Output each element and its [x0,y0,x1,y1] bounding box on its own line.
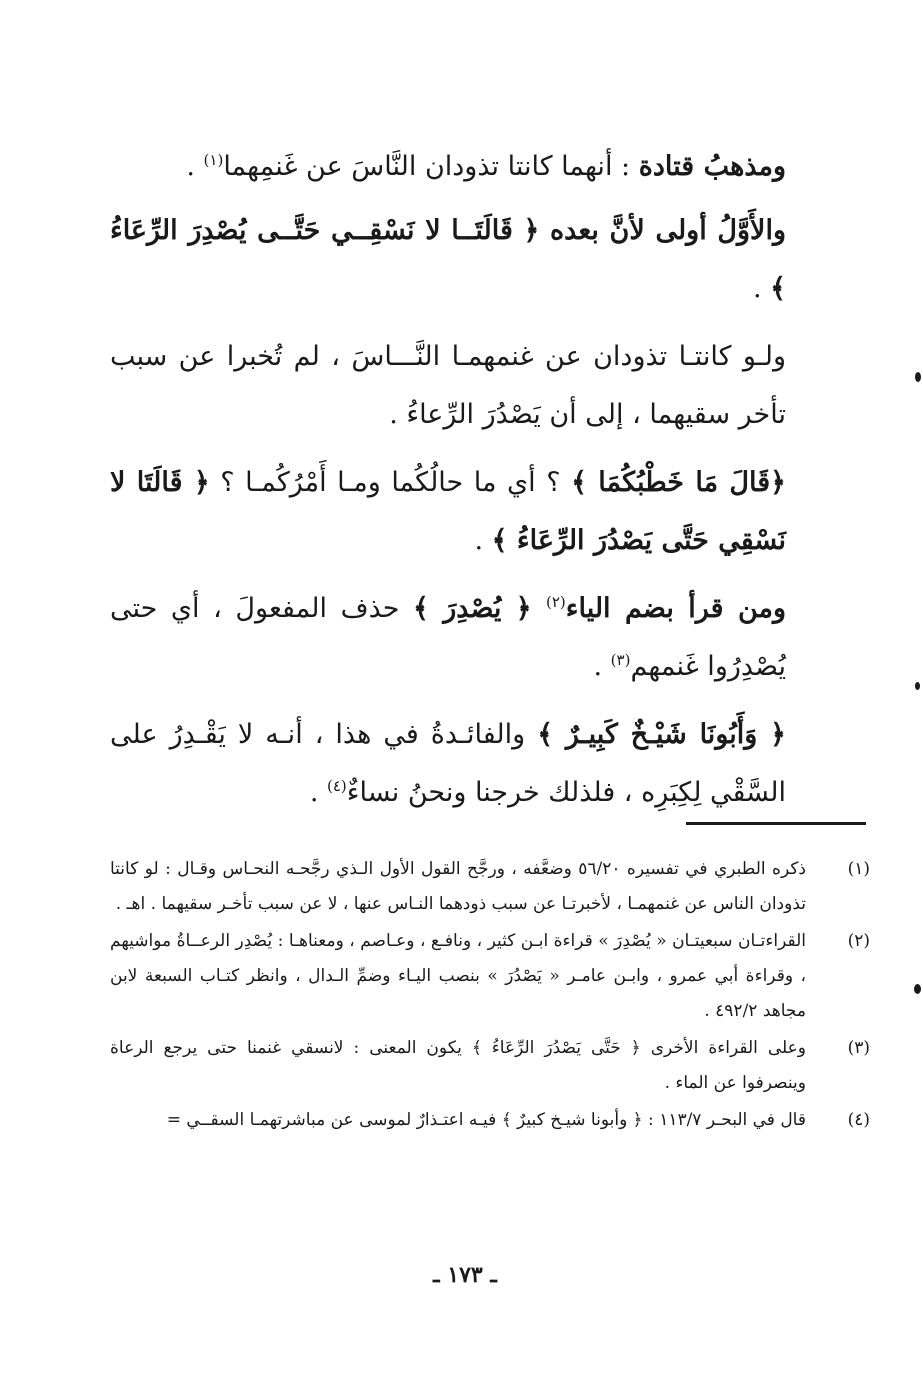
footnote-number: (٣) [847,1038,870,1058]
paragraph-tail: . [186,151,204,182]
main-text [110,138,786,832]
scan-edge-mark [914,984,921,994]
footnote-item [110,1103,870,1138]
scan-edge-mark [915,372,921,382]
page-number: ـ ١٧٣ ـ [433,1262,497,1288]
quran-quote: ﴿قَالَ مَا خَطْبُكُمَا ﴾ [571,467,786,498]
paragraph-text: حذف المفعولَ ، أي حتى يُصْدِرُوا غَنمهم [110,593,786,682]
footnote-text: وعلى القراءة الأخرى ﴿ حَتَّى يَصْدُرَ الرِّعَاءُ ﴾ يكون المعنى : لانسقي غنمنا حتى يرجع الرعاة وينصرفوا عن الماء . [110,1038,806,1093]
footnote-text: ذكره الطبري في تفسيره ٥٦/٢٠ وضعَّفه ، ورجَّح القول الأول الـذي رجَّحـه النحـاس وقـال : لو كانتا تذودان الناس عن غنمهمـا ، لأخبرتـا عن سبب ذودهما النـاس عنها ، لا عن سبب تأخـر سقيهما . اهـ . [110,859,806,914]
footnote-text: القراءتـان سبعيتـان « يُصْدِرَ » قراءة ابـن كثير ، ونافـع ، وعـاصم ، ومعناهـا : يُصْدِر الرعــاةُ مواشيهم ، وقراءة أبي عمرو ، وابـن عامـر « يَصْدُرَ » بنصب اليـاء وضمِّ الـدال ، وانظر كتـاب السبعة لابن مجاهد ٤٩٢/٢ . [110,931,806,1021]
scan-edge-mark [915,682,920,690]
paragraph-first-preferred [110,202,786,318]
paragraph-qala [110,454,786,570]
bold-lead: والأَوَّلُ أولى لأنَّ بعده ﴿ قَالَتَــا لا نَسْقِــي حَتَّــى يُصْدِرَ الرِّعَاءُ ﴾ [110,215,786,304]
paragraph-text: والفائـدةُ في هذا ، أنـه لا يَقْـدِرُ على السَّقْي لِكِبَرِه ، فلذلك خرجنا ونحنُ نساءٌ [110,719,786,808]
footnote-item [110,1031,870,1101]
footnote-ref: (٤) [326,777,347,795]
quran-quote: ﴿ وَأَبُونَا شَيْـخٌ كَبِيـرٌ ﴾ [537,719,786,750]
quran-quote: ﴿ قَالَتَا لا نَسْقِي حَتَّى يَصْدُرَ الرِّعَاءُ ﴾ [110,467,786,556]
bold-lead: ومن قرأ بضم الياء [565,593,786,624]
footnote-separator [686,822,866,825]
paragraph-old-father [110,706,786,822]
paragraph-tail: . [474,525,492,556]
paragraph-tail: . [309,777,327,808]
footnote-ref: (١) [203,151,224,169]
footnote-number: (٤) [847,1110,870,1130]
paragraph-qatada [110,138,786,196]
paragraph-text: ؟ أي ما حالُكُما ومـا أَمْرُكُمـا ؟ [209,467,572,498]
paragraph-text: . [753,273,771,304]
paragraph-reading [110,580,786,696]
footnote-item [110,924,870,1029]
quran-quote: ﴿ يُصْدِرَ ﴾ [413,593,546,624]
footnote-number: (٢) [847,931,870,951]
footnote-ref: (٢) [545,593,566,611]
paragraph-explanation [110,328,786,444]
footnote-item [110,852,870,922]
paragraph-text: : أنهما كانتا تذودان النَّاسَ عن غَنمِهما [223,151,639,182]
footnote-ref: (٣) [610,651,631,669]
footnote-number: (١) [847,859,870,879]
paragraph-tail: . [593,651,611,682]
footnote-text: قال في البحـر ١١٣/٧ : ﴿ وأبونا شيـخ كبيرٌ ﴾ فيـه اعتـذارٌ لموسى عن مباشرتهمـا السقــي = [166,1110,806,1130]
paragraph-text: ولـو كانتـا تذودان عن غنمهمـا النَّـــاسَ ، لم تُخبرا عن سبب تأخر سقيهما ، إلى أن يَصْدُرَ الرِّعاءُ . [110,341,786,430]
bold-lead: ومذهبُ قتادة [638,151,786,182]
footnotes [110,852,870,1140]
